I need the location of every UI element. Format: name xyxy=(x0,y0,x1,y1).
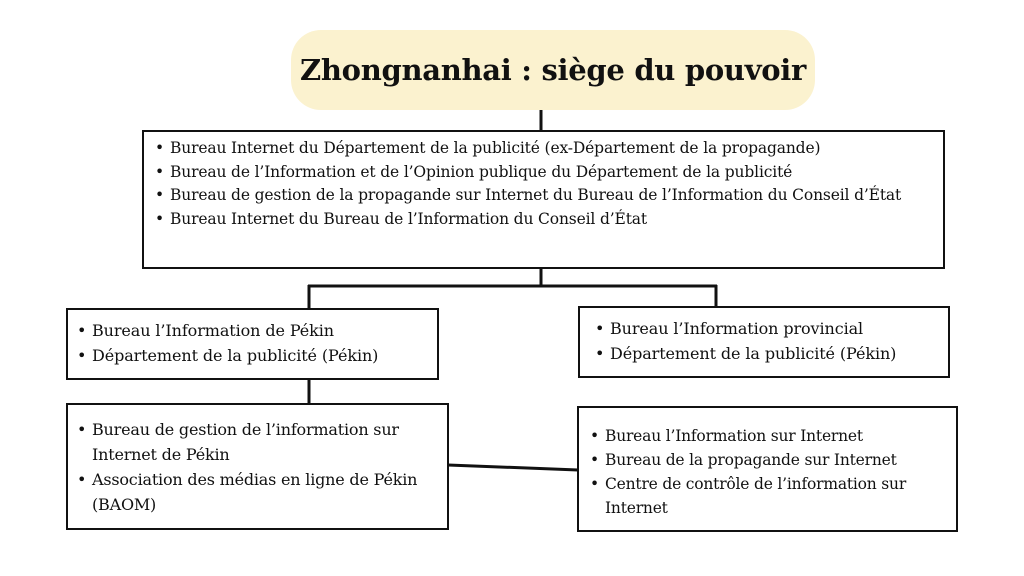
low-left-box-item: • Bureau de gestion de l’information sur Internet de Pékin xyxy=(74,417,441,467)
low-left-box-item: • Association des médias en ligne de Pékin (BAOM) xyxy=(74,467,441,517)
main-box-item: • Bureau Internet du Département de la publicité (ex-Département de la propagande) xyxy=(152,137,935,161)
mid-left-box-item: • Département de la publicité (Pékin) xyxy=(74,343,431,368)
mid-left-box xyxy=(66,308,439,380)
low-left-box xyxy=(66,403,449,530)
low-right-box-item: • Bureau de la propagande sur Internet xyxy=(587,448,948,472)
low-right-box xyxy=(577,406,958,532)
connector-lowleft-to-lowright xyxy=(448,465,578,470)
diagram-title: Zhongnanhai : siège du pouvoir xyxy=(300,53,806,87)
mid-right-box-item: • Département de la publicité (Pékin) xyxy=(592,341,936,366)
main-box-item: • Bureau de gestion de la propagande sur Internet du Bureau de l’Information du Conseil d’État xyxy=(152,184,935,208)
title-box xyxy=(291,30,815,110)
mid-right-box-item: • Bureau l’Information provincial xyxy=(592,316,936,341)
mid-left-box-item: • Bureau l’Information de Pékin xyxy=(74,318,431,343)
low-right-box-item: • Bureau l’Information sur Internet xyxy=(587,424,948,448)
mid-right-box xyxy=(578,306,950,378)
main-box-item: • Bureau de l’Information et de l’Opinion publique du Département de la publicité xyxy=(152,161,935,185)
main-box xyxy=(142,130,945,269)
low-right-box-item: • Centre de contrôle de l’information sur Internet xyxy=(587,472,948,520)
main-box-item: • Bureau Internet du Bureau de l’Information du Conseil d’État xyxy=(152,208,935,232)
